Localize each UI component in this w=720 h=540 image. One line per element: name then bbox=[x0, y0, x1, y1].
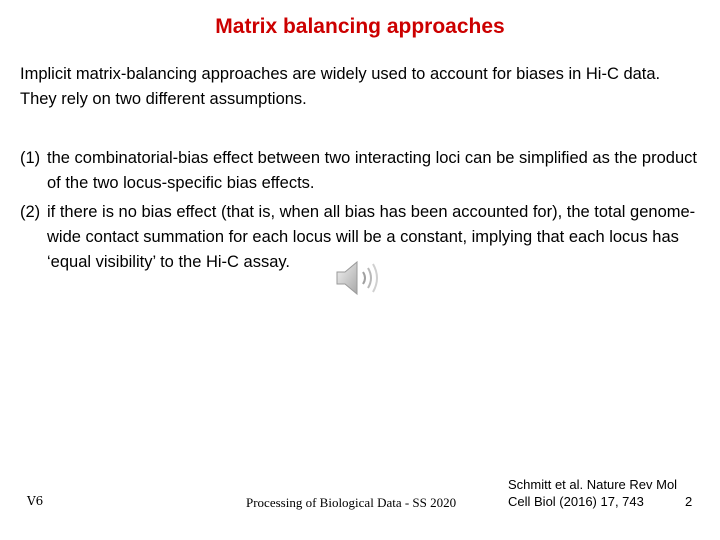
assumption-text: the combinatorial-bias effect between two interacting loci can be simplified as the product of the two locus-specific bias effects. bbox=[47, 149, 697, 192]
footer-version: V6 bbox=[27, 494, 44, 508]
speaker-icon[interactable] bbox=[333, 258, 385, 298]
page-number: 2 bbox=[685, 494, 693, 509]
footer-course: Processing of Biological Data - SS 2020 bbox=[246, 495, 457, 510]
slide-title: Matrix balancing approaches bbox=[215, 15, 505, 38]
intro-paragraph: Implicit matrix-balancing approaches are widely used to account for biases in Hi-C data. They rely on two different assumptions. bbox=[20, 65, 661, 108]
assumption-item-1 bbox=[20, 146, 710, 196]
assumption-number: (1) bbox=[20, 149, 41, 167]
assumption-number: (2) bbox=[20, 203, 41, 221]
assumption-text: if there is no bias effect (that is, when all bias has been accounted for), the total genome-wide contact summation for each locus will be a constant, implying that each locus has ‘equal visibility’ to the Hi-C assay. bbox=[47, 203, 696, 271]
footer-reference: Schmitt et al. Nature Rev Mol Cell Biol (2016) 17, 743 bbox=[508, 477, 678, 509]
